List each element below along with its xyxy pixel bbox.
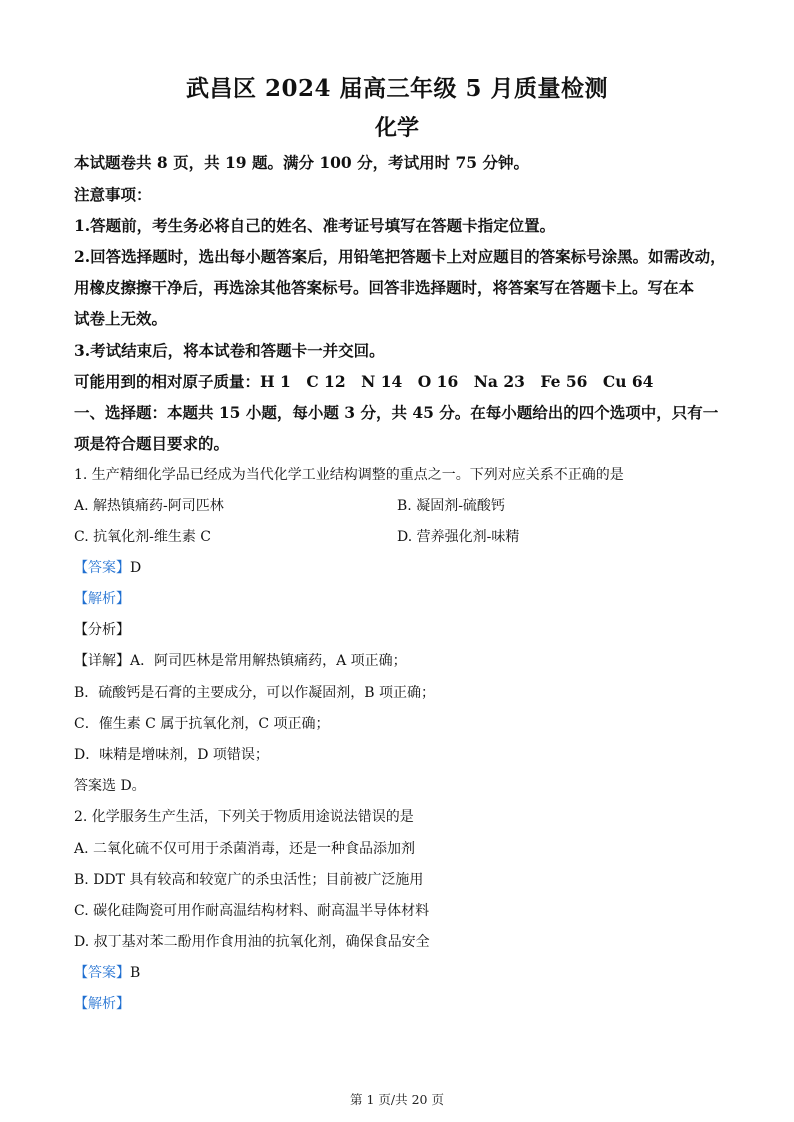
exam-title: 武昌区 2024 届高三年级 5 月质量检测 (185, 75, 609, 102)
answer-value: D (130, 560, 142, 576)
q1-detail-1 (74, 650, 407, 670)
detail-text: A．阿司匹林是常用解热镇痛药，A 项正确； (130, 653, 407, 669)
q1-fenxi: 【分析】 (74, 622, 130, 638)
notice-item-2-line-3: 试卷上无效。 (74, 309, 168, 328)
section-heading-line-1: 一、选择题：本题共 15 小题，每小题 3 分，共 45 分。在每小题给出的四个选项中，只有一 (74, 403, 719, 422)
q2-option-d: D. 叔丁基对苯二酚用作食用油的抗氧化剂，确保食品安全 (74, 934, 430, 950)
notice-item-1: 1.答题前，考生务必将自己的姓名、准考证号填写在答题卡指定位置。 (74, 216, 556, 235)
q1-analysis-tag: 【解析】 (74, 591, 130, 607)
atomic-masses: 可能用到的相对原子质量：H 1 C 12 N 14 O 16 Na 23 Fe 56 Cu 64 (74, 372, 654, 391)
notice-heading: 注意事项： (74, 185, 152, 204)
q2-stem: 2. 化学服务生产生活，下列关于物质用途说法错误的是 (74, 809, 414, 825)
detail-tag: 【详解】 (74, 653, 130, 669)
q1-detail-3: C．傕生素 C 属于抗氧化剂，C 项正确； (74, 716, 330, 732)
exam-overview: 本试题卷共 8 页，共 19 题。满分 100 分，考试用时 75 分钟。 (74, 153, 529, 172)
q2-analysis-tag: 【解析】 (74, 996, 130, 1012)
answer-value: B (130, 965, 141, 981)
q1-option-d: D. 营养强化剂-味精 (397, 529, 520, 545)
q1-stem: 1. 生产精细化学品已经成为当代化学工业结构调整的重点之一。下列对应关系不正确的是 (74, 467, 624, 483)
subject-title: 化学 (374, 115, 419, 141)
q2-option-b: B. DDT 具有较高和较宽广的杀虫活性；目前被广泛施用 (74, 872, 424, 888)
notice-item-3: 3.考试结束后，将本试卷和答题卡一并交回。 (74, 341, 385, 360)
answer-tag: 【答案】 (74, 965, 130, 981)
notice-item-2-line-1: 2.回答选择题时，选出每小题答案后，用铅笔把答题卡上对应题目的答案标号涂黑。如需改动， (74, 247, 726, 266)
q1-detail-2: B．硫酸钙是石膏的主要成分，可以作凝固剂，B 项正确； (74, 685, 436, 701)
q1-option-a: A. 解热镇痛药-阿司匹林 (74, 498, 224, 514)
page-footer: 第 1 页/共 20 页 (350, 1092, 444, 1107)
notice-item-2-line-2: 用橡皮擦擦干净后，再选涂其他答案标号。回答非选择题时，将答案写在答题卡上。写在本 (74, 278, 695, 297)
q1-conclusion: 答案选 D。 (74, 778, 146, 794)
q1-detail-4: D．味精是增味剂，D 项错误； (74, 747, 269, 763)
q2-option-a: A. 二氧化硫不仅可用于杀菌消毒，还是一种食品添加剂 (74, 841, 416, 857)
q2-answer (74, 962, 140, 982)
q2-option-c: C. 碳化硅陶瓷可用作耐高温结构材料、耐高温半导体材料 (74, 903, 430, 919)
q1-answer (74, 557, 141, 577)
answer-tag: 【答案】 (74, 560, 130, 576)
section-heading-line-2: 项是符合题目要求的。 (74, 434, 230, 453)
q1-option-b: B. 凝固剂-硫酸钙 (397, 498, 505, 514)
q1-option-c: C. 抗氧化剂-维生素 C (74, 529, 212, 545)
